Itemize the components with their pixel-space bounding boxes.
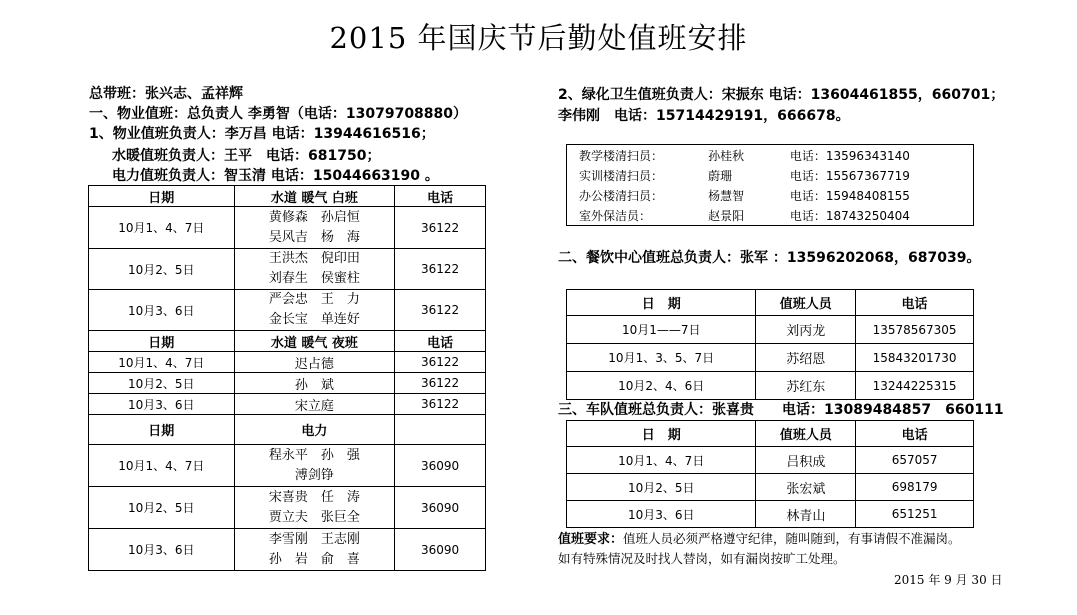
- staff-cell: 吕积成: [756, 447, 856, 474]
- column-header-staff: 值班人员: [756, 421, 856, 447]
- staff-name-line: 金长宝 单连好: [268, 312, 360, 327]
- staff-name-line: 溥剑铮: [294, 467, 334, 483]
- phone-cell: 36122: [395, 373, 486, 394]
- table-row: [89, 290, 486, 331]
- date-cell: 10月3、6日: [567, 501, 756, 528]
- staff-cell: 刘丙龙: [756, 316, 856, 344]
- duty-requirements-second-line: 如有特殊情况及时找人替岗，如有漏岗按旷工处理。: [558, 551, 846, 566]
- phone-cell: 698179: [856, 474, 974, 501]
- staff-cell: 林青山: [756, 501, 856, 528]
- plumbing-sub-header: 水暖值班负责人：王平 电话：681750；: [112, 148, 381, 164]
- table-row: [89, 207, 486, 249]
- staff-cell: [234, 249, 395, 290]
- column-header-date: 日期: [89, 415, 235, 445]
- cleaner-phone: 电话：15948408155: [789, 188, 910, 203]
- staff-name-line: 吴风吉 杨 海: [268, 229, 360, 245]
- column-header-night-shift: 水道 暖气 夜班: [234, 331, 395, 352]
- phone-cell: 36122: [395, 249, 486, 290]
- table-row: [89, 394, 486, 415]
- greening-header: 2、绿化卫生值班负责人：宋振东 电话：13604461855，660701；: [558, 87, 1005, 103]
- phone-cell: 13578567305: [856, 316, 974, 344]
- table-row: [567, 447, 974, 474]
- date-cell: 10月3、6日: [89, 290, 235, 331]
- staff-cell: [234, 290, 395, 331]
- cleaner-role: 室外保洁员：: [579, 208, 652, 223]
- date-cell: 10月2、4、6日: [567, 372, 756, 400]
- phone-cell: 36122: [395, 394, 486, 415]
- staff-cell: 孙 斌: [234, 373, 395, 394]
- column-header-date: 日期: [89, 186, 235, 207]
- date-cell: 10月3、6日: [89, 529, 235, 571]
- fleet-header: 三、车队值班总负责人：张喜贵 电话：13089484857 660111: [558, 402, 1004, 418]
- table-row: [567, 372, 974, 400]
- column-header-day-shift: 水道 暖气 白班: [234, 186, 395, 207]
- date-cell: 10月1、3、5、7日: [567, 344, 756, 372]
- cleaner-name: 蔚珊: [708, 168, 733, 183]
- date-cell: 10月1、4、7日: [89, 207, 235, 249]
- fleet-duty-table: [566, 420, 974, 528]
- cleaner-role: 实训楼清扫员：: [579, 168, 664, 183]
- phone-cell: 36090: [395, 487, 486, 529]
- dining-header: 二、餐饮中心值班总负责人：张军 ：13596202068，687039。: [558, 250, 981, 266]
- greening-header-second-line: 李伟刚 电话：15714429191，666678。: [558, 108, 850, 124]
- date-cell: 10月2、5日: [89, 249, 235, 290]
- power-sub-header: 电力值班负责人：智玉清 电话：15044663190 。: [112, 168, 439, 184]
- table-row: [567, 344, 974, 372]
- staff-cell: 张宏斌: [756, 474, 856, 501]
- column-header-power: 电力: [234, 415, 395, 445]
- table-row: [89, 487, 486, 529]
- staff-cell: 迟占德: [234, 352, 395, 373]
- list-item: [567, 165, 974, 185]
- staff-name-line: 王洪杰 倪印田: [268, 251, 360, 266]
- list-item: [567, 185, 974, 205]
- duty-requirements-label: 值班要求：: [558, 532, 624, 547]
- page-title: 2015 年国庆节后勤处值班安排: [329, 21, 748, 55]
- phone-cell: 36122: [395, 207, 486, 249]
- property-sub-header: 1、物业值班负责人：李万昌 电话：13944616516；: [89, 126, 435, 142]
- table-row: [89, 352, 486, 373]
- column-header-phone: 电话: [856, 290, 974, 316]
- cleaner-name: 杨慧智: [708, 188, 745, 203]
- staff-name-line: 程永平 孙 强: [268, 447, 360, 463]
- staff-cell: [234, 207, 395, 249]
- duty-requirements: [558, 529, 961, 550]
- column-header-staff: 值班人员: [756, 290, 856, 316]
- date-cell: 10月2、5日: [89, 373, 235, 394]
- date-cell: 10月1、4、7日: [567, 447, 756, 474]
- phone-cell: 657057: [856, 447, 974, 474]
- cleaner-name: 孙桂秋: [708, 148, 745, 163]
- table-row: [89, 529, 486, 571]
- staff-name-line: 李雪刚 王志刚: [268, 531, 360, 547]
- column-header-date: 日 期: [567, 421, 756, 447]
- phone-cell: 13244225315: [856, 372, 974, 400]
- cleaner-phone: 电话：15567367719: [789, 168, 910, 183]
- list-item: [567, 205, 974, 226]
- staff-cell: [234, 529, 395, 571]
- issue-date: 2015 年 9 月 30 日: [894, 573, 1003, 587]
- duty-requirements-text: 值班人员必须严格遵守纪律，随叫随到，有事请假不准漏岗。: [623, 531, 961, 546]
- phone-cell: 36090: [395, 445, 486, 487]
- table-row: [89, 249, 486, 290]
- table-row: [89, 445, 486, 487]
- phone-cell: 15843201730: [856, 344, 974, 372]
- staff-cell: [234, 445, 395, 487]
- column-header-date: 日 期: [567, 290, 756, 316]
- table-header-row: [89, 331, 486, 352]
- table-row: [567, 501, 974, 528]
- staff-cell: 苏红东: [756, 372, 856, 400]
- cleaner-role: 办公楼清扫员：: [579, 188, 664, 203]
- cleaner-phone: 电话：13596343140: [789, 148, 910, 163]
- staff-name-line: 贾立夫 张巨全: [268, 509, 360, 525]
- staff-name-line: 黄修森 孙启恒: [268, 209, 360, 225]
- column-header-date: 日期: [89, 331, 235, 352]
- staff-cell: 苏绍恩: [756, 344, 856, 372]
- column-header-phone: 电话: [395, 186, 486, 207]
- dining-duty-table: [566, 289, 974, 400]
- date-cell: 10月3、6日: [89, 394, 235, 415]
- table-header-row: [89, 186, 486, 207]
- staff-name-line: 刘春生 侯蜜柱: [268, 271, 360, 286]
- date-cell: 10月1、4、7日: [89, 445, 235, 487]
- staff-name-line: 严会忠 王 力: [268, 292, 360, 307]
- table-row: [567, 474, 974, 501]
- column-header-phone: 电话: [395, 331, 486, 352]
- list-item: [567, 145, 974, 166]
- date-cell: 10月1、4、7日: [89, 352, 235, 373]
- table-header-row: [89, 415, 486, 445]
- cleaner-name: 赵景阳: [708, 208, 745, 223]
- table-row: [567, 316, 974, 344]
- cleaner-role: 教学楼清扫员：: [579, 148, 664, 163]
- general-supervisor: 总带班：张兴志、孟祥辉: [89, 86, 243, 102]
- property-header: 一、物业值班：总负责人 李勇智（电话：13079708880）: [89, 106, 468, 122]
- staff-name-line: 宋喜贵 任 涛: [268, 489, 360, 505]
- staff-cell: 宋立庭: [234, 394, 395, 415]
- column-header-blank: [395, 415, 486, 445]
- column-header-phone: 电话: [856, 421, 974, 447]
- date-cell: 10月1——7日: [567, 316, 756, 344]
- table-row: [89, 373, 486, 394]
- staff-name-line: 孙 岩 俞 喜: [268, 551, 360, 567]
- cleaner-phone: 电话：18743250404: [789, 208, 910, 223]
- table-header-row: [567, 421, 974, 447]
- phone-cell: 36090: [395, 529, 486, 571]
- date-cell: 10月2、5日: [89, 487, 235, 529]
- staff-cell: [234, 487, 395, 529]
- date-cell: 10月2、5日: [567, 474, 756, 501]
- cleaners-list: [566, 144, 974, 226]
- table-header-row: [567, 290, 974, 316]
- phone-cell: 651251: [856, 501, 974, 528]
- phone-cell: 36122: [395, 352, 486, 373]
- property-duty-table: [88, 185, 486, 571]
- phone-cell: 36122: [395, 290, 486, 331]
